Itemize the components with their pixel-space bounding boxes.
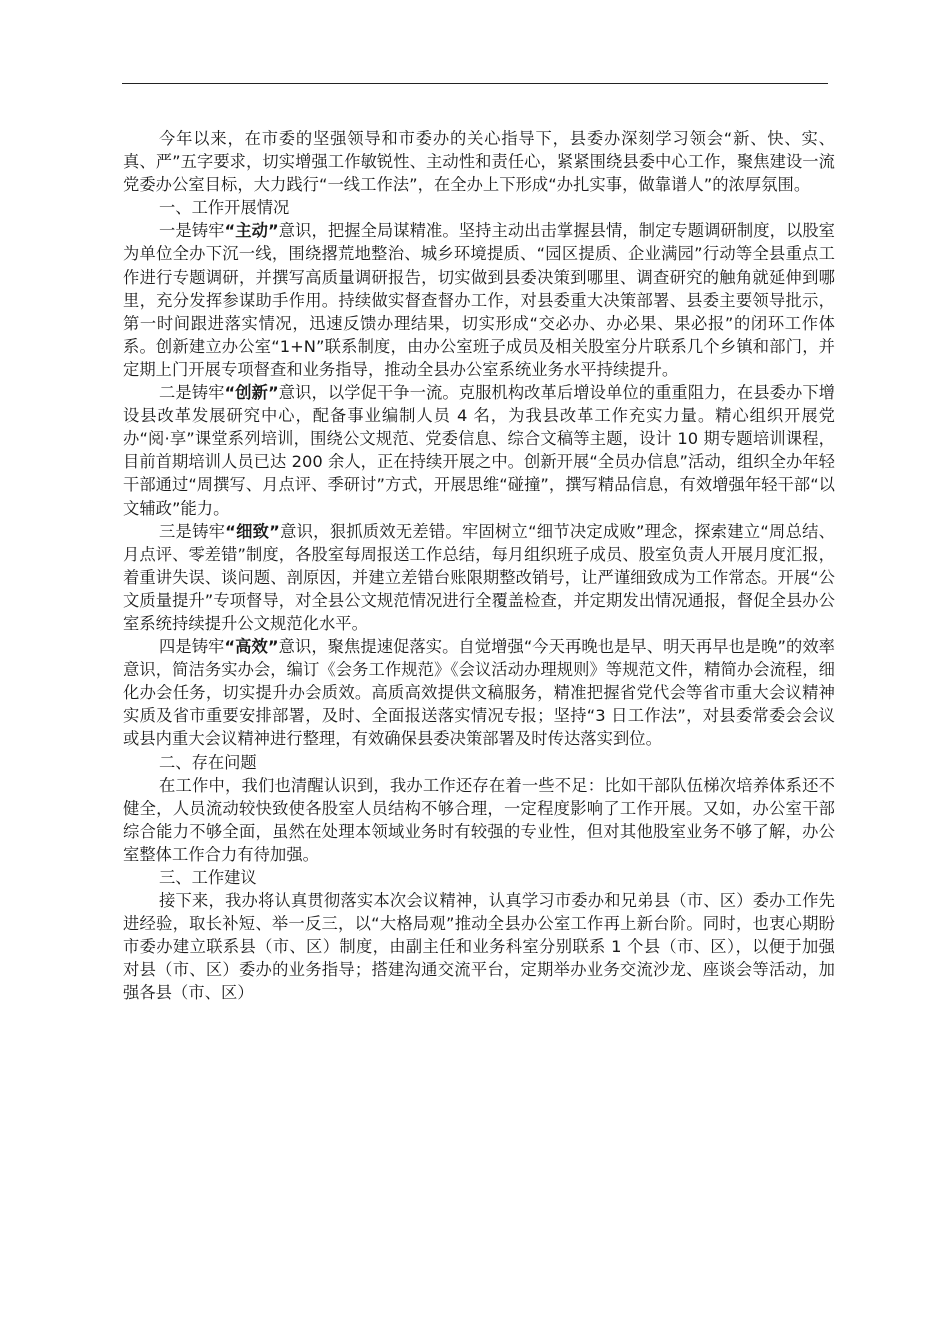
header-rule: [122, 83, 828, 84]
section-1-item-3: [123, 520, 835, 635]
document-body: [123, 127, 835, 1005]
section-1-item-1: [123, 219, 835, 381]
section-1-item-2: [123, 381, 835, 520]
item-keyword: “创新”: [224, 383, 279, 403]
item-lead: 一是铸牢: [159, 221, 225, 241]
item-lead: 三是铸牢: [159, 521, 226, 541]
item-body: 把握全局谋精准。坚持主动出击掌握县情，制定专题调研制度，以股室为单位全办下沉一线，围绕撂荒地整治、城乡环境提质、“园区提质、企业满园”行动等全县重点工作进行专题调研，并撰写高质量调研报告，切实做到县委决策到哪里、调查研究的触角就延伸到哪里，充分发挥参谋助手作用。持续做实督查督办工作，对县委重大决策部署、县委主要领导批示，第一时间跟进落实情况，迅速反馈办理结果，切实形成“交必办、办必果、果必报”的闭环工作体系。创新建立办公室“1+N”联系制度，由办公室班子成员及相关股室分片联系几个乡镇和部门，并定期上门开展专项督查和业务指导，推动全县办公室系统业务水平持续提升。: [123, 221, 836, 379]
item-keyword: “主动”: [224, 221, 279, 241]
item-lead-suffix: 意识，: [279, 521, 330, 541]
section-1-heading: 一、工作开展情况: [159, 198, 290, 218]
intro-paragraph: 今年以来，在市委的坚强领导和市委办的关心指导下，县委办深刻学习领会“新、快、实、真、严”五字要求，切实增强工作敏锐性、主动性和责任心，紧紧围绕县委中心工作，聚焦建设一流党委办公室目标，大力践行“一线工作法”，在全办上下形成“办扎实事，做靠谱人”的浓厚氛围。: [123, 129, 835, 195]
section-3-heading: 三、工作建议: [159, 868, 257, 887]
item-keyword: “细致”: [225, 521, 280, 541]
section-1-item-4: [123, 635, 835, 750]
section-2-heading: 二、存在问题: [159, 752, 257, 772]
item-body: 狠抓质效无差错。牢固树立“细节决定成败”理念，探索建立“周总结、月点评、零差错”制度，各股室每周报送工作总结，每月组织班子成员、股室负责人开展月度汇报，着重讲失误、谈问题、剖原因，并建立差错台账限期整改销号，让严谨细致成为工作常态。开展“公文质量提升”专项督导，对全县公文规范情况进行全覆盖检查，并定期发出情况通报，督促全县办公室系统持续提升公文规范化水平。: [123, 521, 835, 633]
section-2-paragraph: 在工作中，我们也清醒认识到，我办工作还存在着一些不足：比如干部队伍梯次培养体系还不健全，人员流动较快致使各股室人员结构不够合理，一定程度影响了工作开展。又如，办公室干部综合能力不够全面，虽然在处理本领域业务时有较强的专业性，但对其他股室业务不够了解，办公室整体工作合力有待加强。: [123, 775, 835, 864]
item-body: 聚焦提速促落实。自觉增强“今天再晚也是早、明天再早也是晚”的效率意识，简洁务实办会，编订《会务工作规范》《会议活动办理规则》等规范文件，精简办会流程，细化办会任务，切实提升办会质效。高质高效提供文稿服务，精准把握省党代会等省市重大会议精神实质及省市重要安排部署，及时、全面报送落实情况专报；坚持“3 日工作法”，对县委常委会会议或县内重大会议精神进行整理，有效确保县委决策部署及时传达落实到位。: [123, 637, 836, 749]
item-body: 以学促干争一流。克服机构改革后增设单位的重重阻力，在县委办下增设县改革发展研究中心，配备事业编制人员 4 名，为我县改革工作充实力量。精心组织开展党办“阅·享”课堂系列培训，围绕公文规范、党委信息、综合文稿等主题，设计 10 期专题培训课程，目前首期培训人员已达 200 余人，正在持续开展之中。创新开展“全员办信息”活动，组织全办年轻干部通过“周撰写、月点评、季研讨”方式，开展思维“碰撞”，撰写精品信息，有效增强年轻干部“以文辅政”能力。: [123, 383, 836, 518]
item-lead: 二是铸牢: [159, 383, 225, 403]
item-lead: 四是铸牢: [159, 637, 225, 657]
item-lead-suffix: 意识，: [278, 637, 328, 657]
item-lead-suffix: 意识，: [278, 383, 328, 403]
item-keyword: “高效”: [224, 637, 279, 657]
item-lead-suffix: 意识，: [278, 221, 328, 241]
section-3-paragraph: 接下来，我办将认真贯彻落实本次会议精神，认真学习市委办和兄弟县（市、区）委办工作先进经验，取长补短、举一反三，以“大格局观”推动全县办公室工作再上新台阶。同时，也衷心期盼市委办建立联系县（市、区）制度，由副主任和业务科室分别联系 1 个县（市、区），以便于加强对县（市、区）委办的业务指导；搭建沟通交流平台，定期举办业务交流沙龙、座谈会等活动，加强各县（市、区）: [123, 891, 835, 1003]
